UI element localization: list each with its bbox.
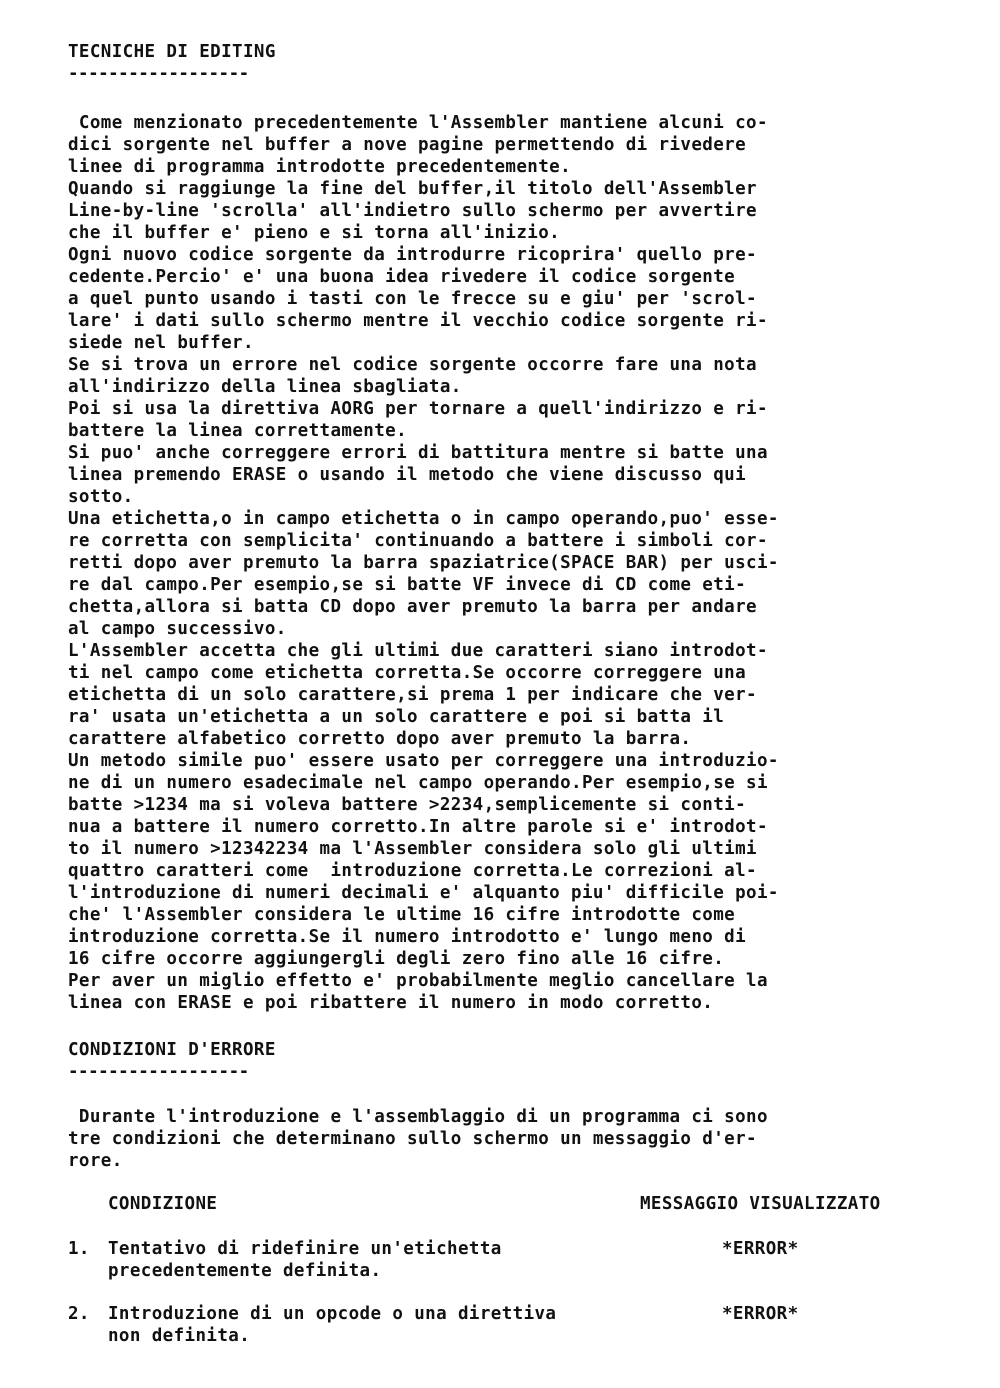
text-line: linee di programma introdotte precedentemente. [68, 157, 572, 177]
text-line: ne di un numero esadecimale nel campo operando.Per esempio,se si [68, 773, 768, 793]
editing-body-text [68, 112, 968, 1014]
text-line: etichetta di un solo carattere,si prema 1 per indicare che ver- [68, 685, 757, 705]
text-line: quattro caratteri come introduzione corretta.Le correzioni al- [68, 861, 757, 881]
text-line: to il numero >12342234 ma l'Assembler considera solo gli ultimi [68, 839, 757, 859]
text-line: sotto. [68, 487, 134, 507]
error-message: *ERROR* [722, 1304, 799, 1324]
text-line: Quando si raggiunge la fine del buffer,il titolo dell'Assembler [68, 179, 757, 199]
text-line: cedente.Percio' e' una buona idea rivedere il codice sorgente [68, 267, 736, 287]
text-line: Per aver un miglio effetto e' probabilmente meglio cancellare la [68, 971, 768, 991]
text-line: che il buffer e' pieno e si torna all'inizio. [68, 223, 561, 243]
text-line: Una etichetta,o in campo etichetta o in campo operando,puo' esse- [68, 509, 779, 529]
table-header-message: MESSAGGIO VISUALIZZATO [640, 1194, 881, 1214]
text-line: ti nel campo come etichetta corretta.Se occorre correggere una [68, 663, 747, 683]
text-line: Poi si usa la direttiva AORG per tornare a quell'indirizzo e ri- [68, 399, 768, 419]
text-line: retti dopo aver premuto la barra spaziatrice(SPACE BAR) per usci- [68, 553, 779, 573]
condition-text: non definita. [108, 1326, 251, 1346]
text-line: nua a battere il numero corretto.In altre parole si e' introdot- [68, 817, 768, 837]
table-header-condition: CONDIZIONE [108, 1194, 218, 1214]
text-line: chetta,allora si batta CD dopo aver premuto la barra per andare [68, 597, 757, 617]
text-line: linea premendo ERASE o usando il metodo che viene discusso qui [68, 465, 747, 485]
text-line: re corretta con semplicita' continuando a battere i simboli cor- [68, 531, 768, 551]
text-line: tre condizioni che determinano sullo schermo un messaggio d'er- [68, 1129, 757, 1149]
text-line: Si puo' anche correggere errori di battitura mentre si batte una [68, 443, 768, 463]
text-line: rore. [68, 1151, 123, 1171]
text-line: ra' usata un'etichetta a un solo carattere e poi si batta il [68, 707, 725, 727]
text-line: lare' i dati sullo schermo mentre il vecchio codice sorgente ri- [68, 311, 768, 331]
text-line: carattere alfabetico corretto dopo aver premuto la barra. [68, 729, 692, 749]
text-line: Come menzionato precedentemente l'Assembler mantiene alcuni co- [68, 113, 768, 133]
row-number: 2. [68, 1304, 90, 1324]
text-line: al campo successivo. [68, 619, 287, 639]
text-line: 16 cifre occorre aggiungergli degli zero fino alle 16 cifre. [68, 949, 725, 969]
row-number: 1. [68, 1239, 90, 1259]
condition-text: Introduzione di un opcode o una direttiva [108, 1304, 557, 1324]
errors-intro-text [68, 1106, 968, 1172]
section-title-editing: TECNICHE DI EDITING [68, 42, 276, 62]
section-title-underline: ------------------ [68, 64, 249, 84]
text-line: Durante l'introduzione e l'assemblaggio di un programma ci sono [68, 1107, 768, 1127]
text-line: introduzione corretta.Se il numero introdotto e' lungo meno di [68, 927, 747, 947]
error-message: *ERROR* [722, 1239, 799, 1259]
text-line: batte >1234 ma si voleva battere >2234,semplicemente si conti- [68, 795, 747, 815]
text-line: battere la linea correttamente. [68, 421, 408, 441]
text-line: siede nel buffer. [68, 333, 254, 353]
text-line: L'Assembler accetta che gli ultimi due caratteri siano introdot- [68, 641, 768, 661]
text-line: dici sorgente nel buffer a nove pagine permettendo di rivedere [68, 135, 747, 155]
text-line: Ogni nuovo codice sorgente da introdurre ricoprira' quello pre- [68, 245, 757, 265]
section-title-errors: CONDIZIONI D'ERRORE [68, 1040, 276, 1060]
text-line: Un metodo simile puo' essere usato per correggere una introduzio- [68, 751, 779, 771]
text-line: linea con ERASE e poi ribattere il numero in modo corretto. [68, 993, 714, 1013]
section-title-underline: ------------------ [68, 1062, 249, 1082]
text-line: che' l'Assembler considera le ultime 16 cifre introdotte come [68, 905, 736, 925]
condition-text: precedentemente definita. [108, 1261, 382, 1281]
condition-text: Tentativo di ridefinire un'etichetta [108, 1239, 502, 1259]
text-line: l'introduzione di numeri decimali e' alquanto piu' difficile poi- [68, 883, 779, 903]
text-line: Line-by-line 'scrolla' all'indietro sullo schermo per avvertire [68, 201, 757, 221]
text-line: Se si trova un errore nel codice sorgente occorre fare una nota [68, 355, 757, 375]
text-line: a quel punto usando i tasti con le frecce su e giu' per 'scrol- [68, 289, 757, 309]
text-line: all'indirizzo della linea sbagliata. [68, 377, 462, 397]
text-line: re dal campo.Per esempio,se si batte VF invece di CD come eti- [68, 575, 747, 595]
